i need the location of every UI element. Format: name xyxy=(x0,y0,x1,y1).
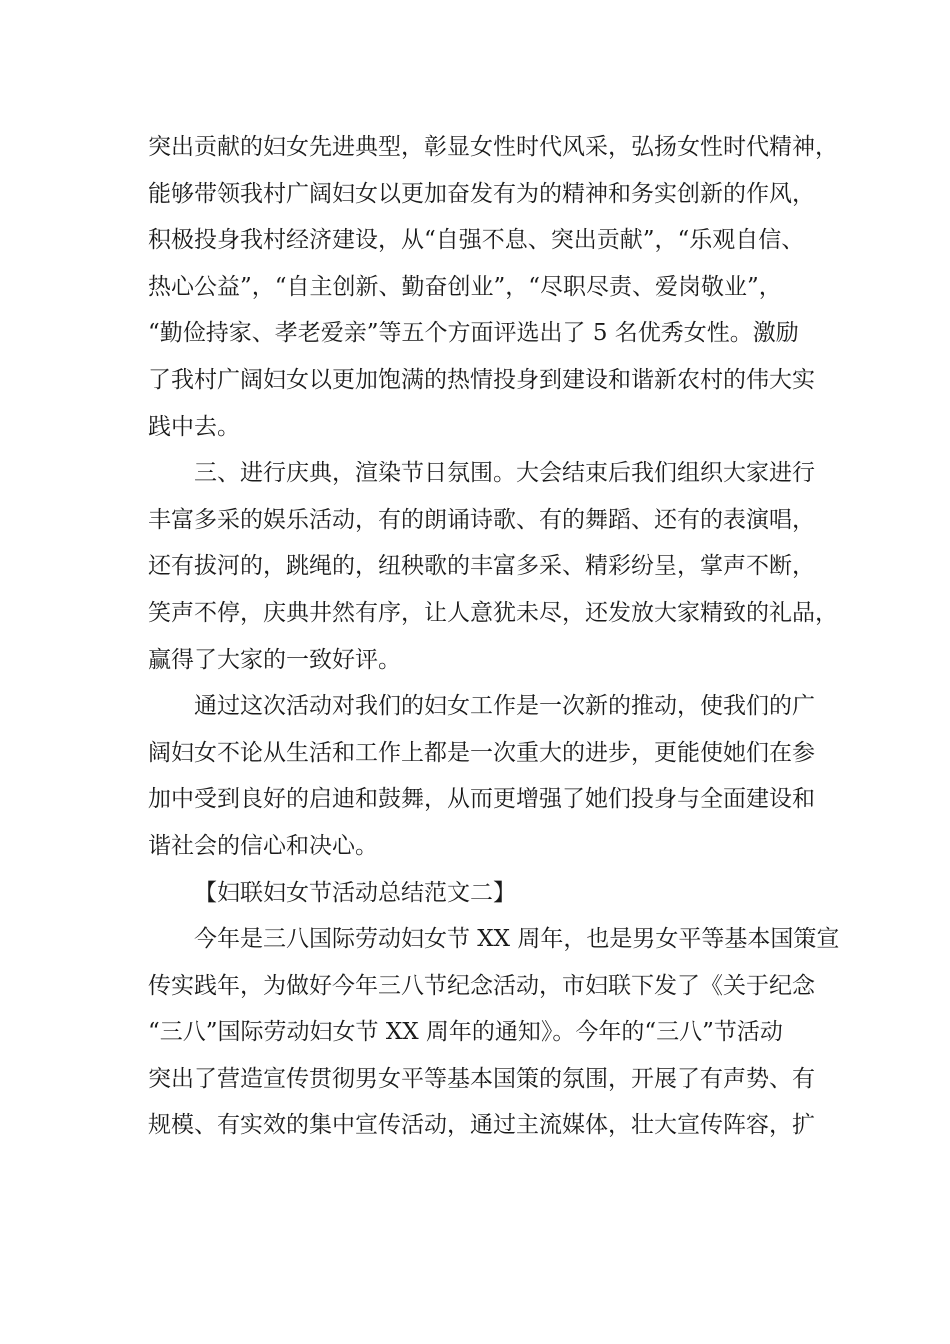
text-line: “勤俭持家、孝老爱亲”等五个方面评选出了 5 名优秀女性。激励 xyxy=(148,320,799,347)
text-line: 谐社会的信心和决心。 xyxy=(148,832,378,859)
text-line: 赢得了大家的一致好评。 xyxy=(148,646,401,673)
text-line: 传实践年，为做好今年三八节纪念活动，市妇联下发了《关于纪念 xyxy=(148,972,815,999)
text-line: 积极投身我村经济建设，从“自强不息、突出贡献”，“乐观自信、 xyxy=(148,227,805,254)
text-line: “三八”国际劳动妇女节 XX 周年的通知》。今年的“三八”节活动 xyxy=(148,1019,783,1046)
text-line: 突出了营造宣传贯彻男女平等基本国策的氛围，开展了有声势、有 xyxy=(148,1065,815,1092)
text-line: 笑声不停，庆典井然有序，让人意犹未尽，还发放大家精致的礼品， xyxy=(148,599,838,626)
text-line: 能够带领我村广阔妇女以更加奋发有为的精神和务实创新的作风， xyxy=(148,180,815,207)
text-line: 还有拔河的，跳绳的，纽秧歌的丰富多采、精彩纷呈，掌声不断， xyxy=(148,553,815,580)
text-line: 践中去。 xyxy=(148,413,240,440)
text-line: 阔妇女不论从生活和工作上都是一次重大的进步，更能使她们在参 xyxy=(148,739,815,766)
paragraph-start-line: 通过这次活动对我们的妇女工作是一次新的推动，使我们的广 xyxy=(194,693,815,720)
paragraph-start-line: 三、进行庆典，渲染节日氛围。大会结束后我们组织大家进行 xyxy=(194,460,815,487)
text-line: 突出贡献的妇女先进典型，彰显女性时代风采，弘扬女性时代精神， xyxy=(148,134,838,160)
text-line: 加中受到良好的启迪和鼓舞，从而更增强了她们投身与全面建设和 xyxy=(148,786,815,813)
text-line: 丰富多采的娱乐活动，有的朗诵诗歌、有的舞蹈、还有的表演唱， xyxy=(148,506,815,533)
document-body xyxy=(148,124,840,1149)
text-line: 了我村广阔妇女以更加饱满的热情投身到建设和谐新农村的伟大实 xyxy=(148,366,815,393)
section-heading: 【妇联妇女节活动总结范文二】 xyxy=(194,879,516,906)
paragraph-start-line: 今年是三八国际劳动妇女节 XX 周年，也是男女平等基本国策宣 xyxy=(194,926,840,953)
text-line: 规模、有实效的集中宣传活动，通过主流媒体，壮大宣传阵容，扩 xyxy=(148,1112,815,1139)
text-line: 热心公益”，“自主创新、勤奋创业”，“尽职尽责、爱岗敬业”， xyxy=(148,273,782,300)
